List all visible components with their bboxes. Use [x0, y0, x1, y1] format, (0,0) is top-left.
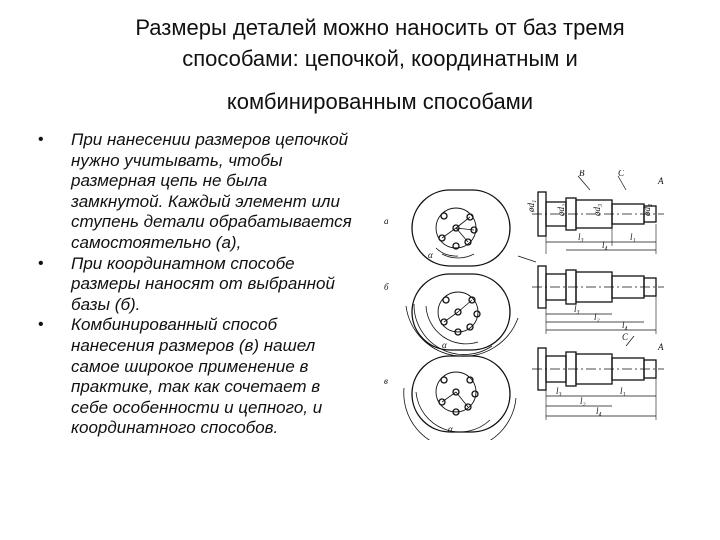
- flange-view-a: [412, 190, 510, 266]
- label-b-top: B: [579, 170, 585, 178]
- label-d3: ød₃: [592, 203, 602, 216]
- label-l1-a: l₁: [630, 232, 636, 242]
- slide-title: [40, 12, 720, 117]
- label-l4-b: l₄: [622, 320, 628, 330]
- label-b: б: [384, 282, 389, 292]
- label-l2-b: l₂: [594, 312, 600, 322]
- label-v: в: [384, 376, 388, 386]
- flange-view-b: [406, 256, 536, 356]
- label-alpha-c: α: [448, 424, 453, 434]
- label-d1: ød₁: [526, 199, 536, 212]
- bullet-marker: •: [38, 131, 44, 148]
- label-l4-a: l₄: [602, 240, 608, 250]
- label-alpha-b: α: [442, 340, 447, 350]
- label-l4-c: l₄: [596, 406, 602, 416]
- bullet-item-chain: [38, 130, 358, 254]
- bullet-item-coordinate: [38, 254, 358, 316]
- title-line-3: комбинированным способами: [226, 89, 534, 114]
- dimensioning-drawing: [382, 170, 674, 440]
- label-l3-a: l₃: [578, 232, 584, 242]
- label-a-top: A: [658, 176, 664, 186]
- bullet-text: Комбинированный способ нанесения размеров (в) нашел самое широкое применение в практике, так как сочетает в себе особенности и цепного, и координатного способов.: [71, 315, 323, 438]
- label-c-row3: C: [622, 332, 629, 342]
- title-line-2: способами: цепочкой, координатным и: [182, 46, 578, 71]
- title-line-1: Размеры деталей можно наносить от баз тремя: [135, 15, 625, 40]
- label-l1-c: l₁: [620, 386, 626, 396]
- label-c-top: C: [618, 170, 625, 178]
- bullet-text: При координатном способе размеры наносят от выбранной базы (б).: [71, 253, 335, 314]
- bullet-item-combined: [38, 315, 358, 439]
- bullet-marker: •: [38, 316, 44, 334]
- label-l3-b: l₃: [574, 304, 580, 314]
- label-d4: ød₄: [642, 203, 652, 216]
- bullet-list: [38, 130, 358, 439]
- dimensioning-figure: [382, 170, 674, 440]
- label-alpha-a: α: [428, 250, 433, 260]
- flange-view-c: [404, 356, 516, 440]
- label-l3-c: l₃: [556, 386, 562, 396]
- label-a: а: [384, 216, 389, 226]
- bullet-text: При нанесении размеров цепочкой нужно учитывать, чтобы размерная цепь не была замкнутой. Каждый элемент или ступень детали обрабатывается самостоятельно (а),: [71, 130, 352, 252]
- label-a-row3: A: [658, 342, 664, 352]
- bullet-marker: •: [38, 254, 44, 272]
- label-d2: ød₂: [556, 203, 566, 216]
- label-l2-c: l₂: [580, 396, 586, 406]
- shaft-view-b: [532, 266, 664, 334]
